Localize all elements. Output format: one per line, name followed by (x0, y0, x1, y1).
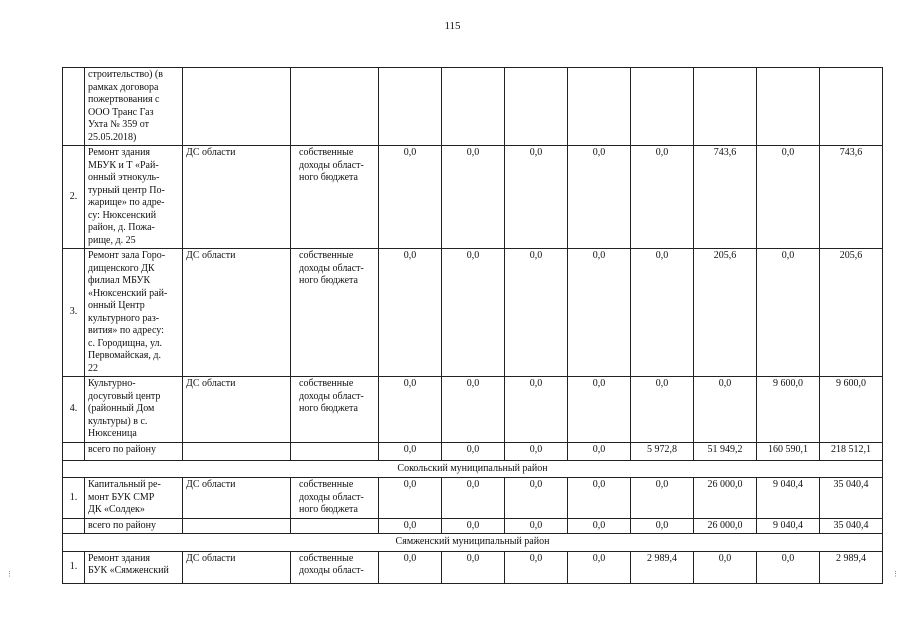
value-cell: 0,0 (631, 146, 694, 249)
source-cell: ДС области (183, 478, 291, 519)
value-cell: 0,0 (379, 518, 442, 534)
value-cell: 0,0 (568, 377, 631, 443)
object-name: Ремонт зала Горо- дищенского ДК филиал МБУК «Нюксенский рай- онный Центр культурного раз- вития» по адресу: с. Городищна, ул. Первомайская, д. 22 (85, 249, 183, 377)
source-cell: ДС области (183, 249, 291, 377)
value-cell: 743,6 (820, 146, 883, 249)
value-cell (820, 68, 883, 146)
value-cell: 0,0 (568, 478, 631, 519)
source-cell: ДС области (183, 377, 291, 443)
right-margin-mark: ⋮ (892, 570, 899, 578)
value-cell: 0,0 (757, 146, 820, 249)
value-cell: 0,0 (631, 377, 694, 443)
table-row (63, 551, 883, 583)
value-cell: 26 000,0 (694, 478, 757, 519)
row-index: 4. (63, 377, 85, 443)
total-row (63, 518, 883, 534)
table-row (63, 68, 883, 146)
left-margin-mark: ⋮ (6, 570, 13, 578)
object-name: строительство) (в рамках договора пожертвования с ООО Транс Газ Ухта № 359 от 25.05.2018) (85, 68, 183, 146)
object-name: Капитальный ре- монт БУК СМР ДК «Солдек» (85, 478, 183, 519)
value-cell: 0,0 (379, 146, 442, 249)
value-cell: 743,6 (694, 146, 757, 249)
value-cell: 0,0 (505, 551, 568, 583)
value-cell: 0,0 (568, 518, 631, 534)
total-row (63, 442, 883, 460)
value-cell: 205,6 (820, 249, 883, 377)
empty-cell (183, 442, 291, 460)
source-cell: ДС области (183, 551, 291, 583)
row-index: 1. (63, 551, 85, 583)
value-cell: 218 512,1 (820, 442, 883, 460)
funding-cell: собственные доходы област- ного бюджета (291, 146, 379, 249)
row-index: 3. (63, 249, 85, 377)
row-index: 1. (63, 478, 85, 519)
value-cell: 9 040,4 (757, 518, 820, 534)
value-cell: 0,0 (442, 377, 505, 443)
table-row (63, 249, 883, 377)
section-row (63, 460, 883, 478)
value-cell: 0,0 (379, 551, 442, 583)
value-cell: 0,0 (568, 442, 631, 460)
value-cell: 0,0 (379, 249, 442, 377)
value-cell: 0,0 (442, 518, 505, 534)
row-index: 2. (63, 146, 85, 249)
table-row (63, 478, 883, 519)
value-cell: 9 600,0 (757, 377, 820, 443)
total-index-cell (63, 442, 85, 460)
value-cell: 0,0 (505, 478, 568, 519)
object-name: Культурно- досуговый центр (районный Дом культуры) в с. Нюксеница (85, 377, 183, 443)
total-label: всего по району (85, 442, 183, 460)
value-cell: 0,0 (505, 146, 568, 249)
value-cell: 0,0 (631, 478, 694, 519)
funding-cell: собственные доходы област- ного бюджета (291, 478, 379, 519)
row-index (63, 68, 85, 146)
value-cell: 160 590,1 (757, 442, 820, 460)
value-cell: 0,0 (757, 249, 820, 377)
value-cell: 0,0 (442, 442, 505, 460)
district-heading: Сокольский муниципальный район (63, 460, 883, 478)
value-cell: 0,0 (631, 249, 694, 377)
value-cell: 35 040,4 (820, 478, 883, 519)
funding-cell: собственные доходы област- ного бюджета (291, 249, 379, 377)
budget-table (62, 67, 883, 584)
value-cell: 0,0 (757, 551, 820, 583)
table-row (63, 146, 883, 249)
value-cell: 0,0 (505, 518, 568, 534)
value-cell: 0,0 (442, 478, 505, 519)
value-cell: 35 040,4 (820, 518, 883, 534)
total-index-cell (63, 518, 85, 534)
value-cell: 0,0 (694, 551, 757, 583)
value-cell (631, 68, 694, 146)
section-row (63, 534, 883, 552)
value-cell: 0,0 (442, 551, 505, 583)
value-cell: 2 989,4 (631, 551, 694, 583)
value-cell: 0,0 (694, 377, 757, 443)
value-cell: 0,0 (568, 249, 631, 377)
value-cell (568, 68, 631, 146)
funding-cell: собственные доходы област- ного бюджета (291, 377, 379, 443)
value-cell (757, 68, 820, 146)
value-cell (442, 68, 505, 146)
value-cell (379, 68, 442, 146)
value-cell (694, 68, 757, 146)
object-name: Ремонт здания МБУК и Т «Рай- онный этнокуль- турный центр По- жарище» по адре- су: Нюксенский район, д. Пожа- рище, д. 25 (85, 146, 183, 249)
value-cell: 0,0 (568, 146, 631, 249)
value-cell: 0,0 (505, 442, 568, 460)
district-heading: Сямженский муниципальный район (63, 534, 883, 552)
value-cell: 0,0 (631, 518, 694, 534)
value-cell: 0,0 (379, 377, 442, 443)
value-cell: 9 040,4 (757, 478, 820, 519)
source-cell (183, 68, 291, 146)
empty-cell (291, 518, 379, 534)
value-cell: 0,0 (568, 551, 631, 583)
page-number: 115 (444, 20, 461, 32)
value-cell: 0,0 (379, 442, 442, 460)
source-cell: ДС области (183, 146, 291, 249)
value-cell: 0,0 (505, 377, 568, 443)
funding-cell (291, 68, 379, 146)
value-cell: 2 989,4 (820, 551, 883, 583)
value-cell (505, 68, 568, 146)
value-cell: 26 000,0 (694, 518, 757, 534)
table-body (63, 68, 883, 584)
value-cell: 0,0 (379, 478, 442, 519)
value-cell: 51 949,2 (694, 442, 757, 460)
value-cell: 0,0 (442, 249, 505, 377)
empty-cell (291, 442, 379, 460)
value-cell: 9 600,0 (820, 377, 883, 443)
value-cell: 5 972,8 (631, 442, 694, 460)
value-cell: 0,0 (442, 146, 505, 249)
value-cell: 205,6 (694, 249, 757, 377)
table-row (63, 377, 883, 443)
total-label: всего по району (85, 518, 183, 534)
funding-cell: собственные доходы област- (291, 551, 379, 583)
object-name: Ремонт здания БУК «Сямженский (85, 551, 183, 583)
value-cell: 0,0 (505, 249, 568, 377)
empty-cell (183, 518, 291, 534)
